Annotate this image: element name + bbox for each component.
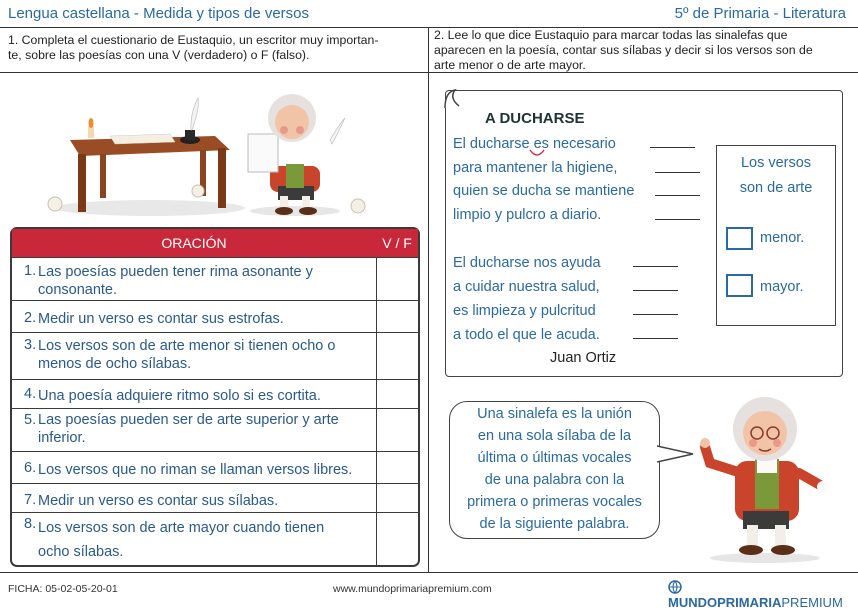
poem-line: a cuidar nuestra salud, [453, 279, 600, 295]
row-number: 4. [24, 386, 37, 402]
row-sentence [38, 516, 373, 564]
definition-line: última o últimas vocales [477, 450, 632, 466]
row-sentence-line: Las poesías pueden ser de arte superior y arte [38, 412, 339, 428]
footer-divider [0, 572, 858, 573]
table-header [12, 229, 418, 257]
poem-box-curl [443, 88, 463, 110]
writer-at-desk-illustration [40, 78, 380, 223]
poem-line: a todo el que le acuda. [453, 327, 600, 343]
table-row [12, 332, 418, 379]
table-row [12, 451, 418, 483]
exercise-2-line: 2. Lee lo que dice Eustaquio para marcar todas las sinalefas que [434, 28, 788, 42]
row-sentence [38, 263, 373, 299]
poem-line: quien se ducha se mantiene [453, 183, 635, 199]
poem-line: es limpieza y pulcritud [453, 303, 596, 319]
table-row [12, 483, 418, 512]
definition-line: en una sola sílaba de la [477, 428, 632, 444]
row-sentence-line: menos de ocho sílabas. [38, 356, 192, 372]
column-header-vf: V / F [382, 235, 412, 251]
choice-title-line: son de arte [739, 180, 813, 196]
row-number: 6. [24, 460, 37, 476]
worksheet-level: 5º de Primaria - Literatura [674, 5, 846, 22]
minor-art-checkbox[interactable] [726, 227, 753, 250]
row-sentence-line: consonante. [38, 282, 118, 298]
poem-line: El ducharse es necesario [453, 136, 616, 152]
row-sentence-line: Los versos son de arte menor si tienen ocho o [38, 338, 336, 354]
column-header-sentence: ORACIÓN [161, 235, 227, 251]
exercise-2-instructions [434, 28, 852, 73]
definition-line: de la siguiente palabra. [479, 516, 630, 532]
row-sentence [38, 337, 373, 373]
table-row [12, 512, 418, 569]
syllable-count-blank[interactable] [650, 147, 695, 148]
sinalefa-definition [449, 403, 660, 535]
exercise-1-instructions [8, 33, 426, 63]
poem-title: A DUCHARSE [485, 110, 585, 127]
row-sentence-line: inferior. [38, 430, 86, 446]
definition-line: primera o primeras vocales [467, 494, 642, 510]
poem-author: Juan Ortiz [550, 350, 617, 366]
row-number: 7. [24, 492, 37, 508]
exercise-1-line: te, sobre las poesías con una V (verdadero) o F (falso). [8, 48, 310, 62]
exercise-2-line: aparecen en la poesía, contar sus sílabas y decir si los versos son de [434, 43, 813, 57]
definition-line: de una palabra con la [484, 472, 625, 488]
brand-logo [668, 580, 858, 610]
syllable-count-blank[interactable] [655, 219, 700, 220]
brand-name: MUNDOPRIMARIA [668, 595, 782, 610]
row-sentence: Los versos que no riman se llaman versos libres. [38, 462, 353, 478]
globe-icon [668, 580, 682, 594]
table-row [12, 379, 418, 408]
row-sentence [38, 411, 373, 447]
syllable-count-blank[interactable] [633, 338, 678, 339]
row-sentence-line: Los versos son de arte mayor cuando tienen [38, 520, 325, 536]
row-number: 8. [24, 516, 37, 532]
table-row [12, 257, 418, 300]
eustaquio-writer-illustration [695, 393, 840, 565]
column-divider [428, 27, 429, 572]
choice-title-line: Los versos [740, 155, 812, 171]
syllable-count-blank[interactable] [633, 314, 678, 315]
definition-line: Una sinalefa es la unión [477, 406, 632, 422]
poem-line: El ducharse nos ayuda [453, 255, 601, 271]
table-row [12, 300, 418, 332]
row-sentence-line: ocho sílabas. [38, 544, 124, 560]
row-number: 1. [24, 263, 37, 279]
row-sentence-line: Las poesías pueden tener rima asonante y [38, 264, 313, 280]
row-number: 3. [24, 337, 37, 353]
syllable-count-blank[interactable] [655, 195, 700, 196]
row-sentence: Medir un verso es contar sus estrofas. [38, 311, 284, 327]
row-number: 5. [24, 412, 37, 428]
row-sentence: Medir un verso es contar sus sílabas. [38, 493, 279, 509]
syllable-count-blank[interactable] [655, 172, 700, 173]
poem-line: limpio y pulcro a diario. [453, 207, 602, 223]
brand-tail: PREMIUM [781, 595, 843, 610]
exercise-2-line: arte menor o de arte mayor. [434, 58, 586, 72]
true-false-table [10, 227, 420, 567]
instructions-divider [0, 72, 858, 73]
table-row [12, 408, 418, 451]
row-sentence: Una poesía adquiere ritmo solo si es cortita. [38, 388, 321, 404]
minor-art-label: menor. [760, 230, 805, 246]
worksheet-code: FICHA: 05-02-05-20-01 [8, 583, 118, 595]
poem-line: para mantener la higiene, [453, 160, 618, 176]
syllable-count-blank[interactable] [633, 290, 678, 291]
website-link[interactable]: www.mundoprimariapremium.com [333, 583, 492, 595]
row-number: 2. [24, 310, 37, 326]
sinalefa-mark [528, 148, 546, 158]
syllable-count-blank[interactable] [633, 266, 678, 267]
major-art-label: mayor. [760, 279, 804, 295]
exercise-1-line: 1. Completa el cuestionario de Eustaquio, un escritor muy importan- [8, 33, 379, 47]
major-art-checkbox[interactable] [726, 274, 753, 297]
speech-bubble-tail [657, 440, 697, 470]
worksheet-subject: Lengua castellana - Medida y tipos de versos [8, 5, 310, 22]
